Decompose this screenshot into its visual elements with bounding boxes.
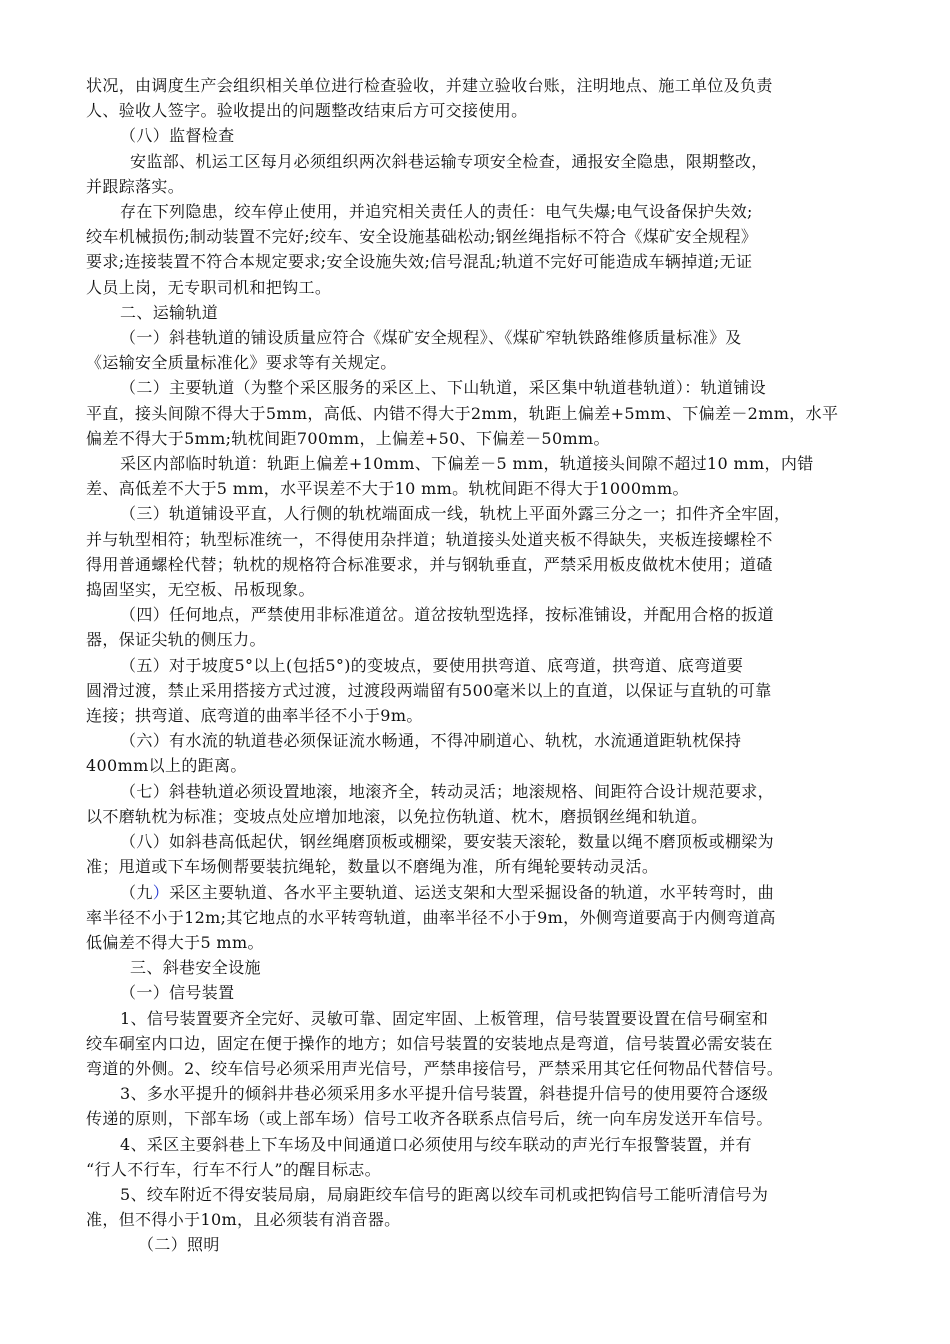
text-line: “行人不行车，行车不行人”的醒目标志。 [86,1159,382,1179]
text-line: 得用普通螺栓代替；轨枕的规格符合标准要求，并与钢轨垂直，严禁采用板皮做枕木使用；道碴 [86,554,773,574]
text-line: 5、绞车附近不得安装局扇，局扇距绞车信号的距离以绞车司机或把钩信号工能听清信号为 [120,1184,769,1204]
section-heading-supervision: （八）监督检查 [120,126,235,146]
text-line: 偏差不得大于5mm;轨枕间距700mm，上偏差+50、下偏差－50mm。 [86,428,610,448]
section-heading-lighting: （二）照明 [138,1235,220,1255]
text-line: 要求;连接装置不符合本规定要求;安全设施失效;信号混乱;轨道不完好可能造成车辆掉道;无证 [86,252,753,272]
text-line: 准；甩道或下车场侧帮要装抗绳轮，数量以不磨绳为准，所有绳轮要转动灵活。 [86,857,659,877]
text-line: 平直，接头间隙不得大于5mm，高低、内错不得大于2mm，轨距上偏差+5mm、下偏差－2mm，水平 [86,403,839,423]
text-line: 《运输安全质量标准化》要求等有关规定。 [86,353,397,373]
item-nine-text: 采区主要轨道、各水平主要轨道、运送支架和大型采掘设备的轨道，水平转弯时，曲 [169,882,775,902]
text-line: 存在下列隐患，绞车停止使用，并追究相关责任人的责任：电气失爆;电气设备保护失效; [120,202,753,222]
text-line: （七）斜巷轨道必须设置地滚，地滚齐全，转动灵活；地滚规格、间距符合设计规范要求， [120,781,775,801]
text-line: （五）对于坡度5°以上(包括5°)的变坡点，要使用拱弯道、底弯道，拱弯道、底弯道要 [120,655,744,675]
text-line: 人员上岗，无专职司机和把钩工。 [86,277,332,297]
text-line: 并与轨型相符；轨型标准统一，不得使用杂拌道；轨道接头处道夹板不得缺失，夹板连接螺栓不 [86,529,773,549]
text-line: 绞车机械损伤;制动装置不完好;绞车、安全设施基础松动;钢丝绳指标不符合《煤矿安全规程》 [86,227,758,247]
text-line: 准，但不得小于10m，且必须装有消音器。 [86,1210,401,1230]
text-line: 安监部、机运工区每月必须组织两次斜巷运输专项安全检查，通报安全隐患，限期整改， [130,151,768,171]
text-line: 器，保证尖轨的侧压力。 [86,630,266,650]
item-number-open: （九 [120,882,153,902]
text-line: 采区内部临时轨道：轨距上偏差+10mm、下偏差－5 mm，轨道接头间隙不超过10 mm，内错 [120,454,814,474]
text-line: 并跟踪落实。 [86,176,185,196]
item-number-close: ） [152,882,170,902]
chapter-heading-incline-safety: 三、斜巷安全设施 [130,958,261,978]
text-line: 1、信号装置要齐全完好、灵敏可靠、固定牢固、上板管理，信号装置要设置在信号硐室和 [120,1008,769,1028]
text-line: 率半径不小于12m;其它地点的水平转弯轨道，曲率半径不小于9m，外侧弯道要高于内侧弯道高 [86,907,776,927]
text-line: 状况，由调度生产会组织相关单位进行检查验收，并建立验收台账，注明地点、施工单位及负责 [86,76,773,95]
text-line: 3、多水平提升的倾斜井巷必须采用多水平提升信号装置，斜巷提升信号的使用要符合逐级 [120,1084,769,1104]
text-line: 传递的原则，下部车场（或上部车场）信号工收齐各联系点信号后，统一向车房发送开车信号。 [86,1109,773,1129]
text-line: （八）如斜巷高低起伏，钢丝绳磨顶板或棚梁，要安装天滚轮，数量以绳不磨顶板或棚梁为 [120,832,775,852]
text-line: 4、采区主要斜巷上下车场及中间通道口必须使用与绞车联动的声光行车报警装置，并有 [120,1134,752,1154]
text-line: （四）任何地点，严禁使用非标准道岔。道岔按轨型选择，按标准铺设，并配用合格的扳道 [120,605,775,625]
chapter-heading-transport-track: 二、运输轨道 [120,302,219,322]
text-line: 连接；拱弯道、底弯道的曲率半径不小于9m。 [86,706,423,726]
text-line: 绞车硐室内口边，固定在便于操作的地方；如信号装置的安装地点是弯道，信号装置必需安装在 [86,1033,773,1053]
text-line: （六）有水流的轨道巷必须保证流水畅通，不得冲刷道心、轨枕，水流通道距轨枕保持 [120,731,742,751]
text-line: 圆滑过渡，禁止采用搭接方式过渡，过渡段两端留有500毫米以上的直道，以保证与直轨的可靠 [86,680,772,700]
text-line-item-nine [86,880,892,905]
text-line: 以不磨轨枕为标准；变坡点处应增加地滚，以免拉伤轨道、枕木，磨损钢丝绳和轨道。 [86,806,708,826]
text-line: （二）主要轨道（为整个采区服务的采区上、下山轨道，采区集中轨道巷轨道）：轨道铺设 [120,378,767,398]
text-line: 捣固坚实，无空板、吊板现象。 [86,580,315,600]
text-line: 低偏差不得大于5 mm。 [86,932,264,952]
text-line: （一）斜巷轨道的铺设质量应符合《煤矿安全规程》、《煤矿窄轨铁路维修质量标准》及 [120,328,742,348]
text-line: 差、高低差不大于5 mm，水平误差不大于10 mm。轨枕间距不得大于1000mm。 [86,479,689,499]
text-line: 400mm以上的距离。 [86,756,247,776]
text-line: 人、验收人签字。验收提出的问题整改结束后方可交接使用。 [86,101,528,121]
text-line: 弯道的外侧。2、绞车信号必须采用声光信号，严禁串接信号，严禁采用其它任何物品代替信号。 [86,1058,784,1078]
text-line: （三）轨道铺设平直，人行侧的轨枕端面成一线，轨枕上平面外露三分之一；扣件齐全牢固， [120,504,791,524]
document-page [86,73,892,1258]
section-heading-signal-device: （一）信号装置 [120,983,235,1003]
